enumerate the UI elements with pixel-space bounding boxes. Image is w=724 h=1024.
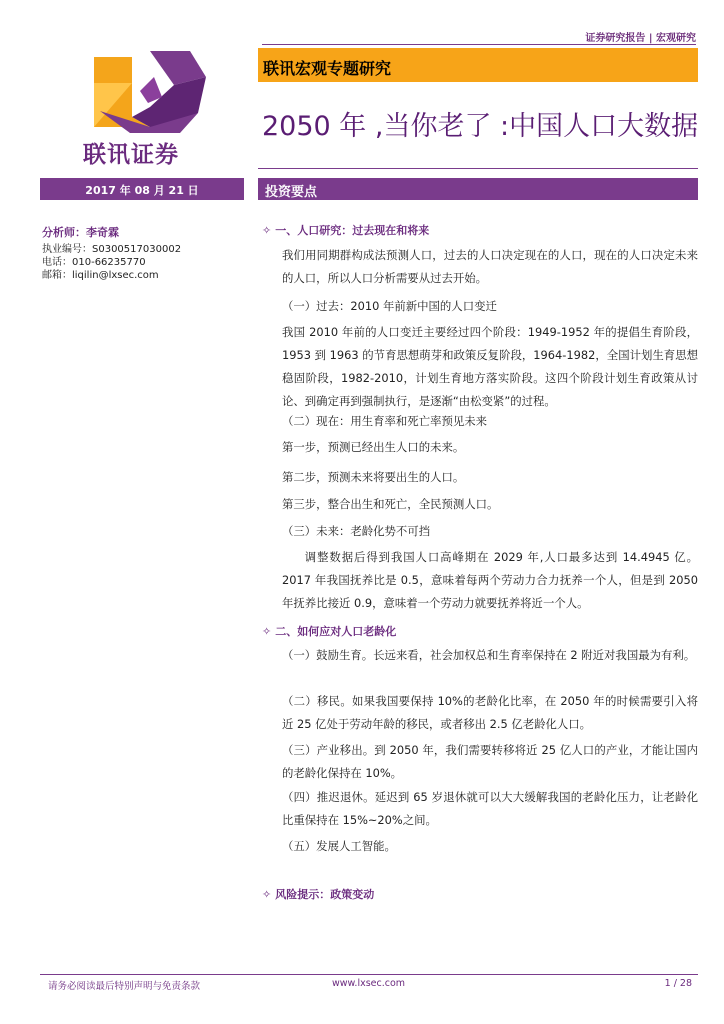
header-divider [262, 44, 696, 45]
paragraph-method: 我们用同期群构成法预测人口，过去的人口决定现在的人口，现在的人口决定未来的人口，所以人口分析需要从过去开始。 [282, 248, 698, 285]
subheading-future: （三）未来：老龄化势不可挡 [282, 524, 431, 538]
measure-retirement: （四）推迟退休。延迟到 65 岁退休就可以大大缓解我国的老龄化压力，让老龄化比重保持在 15%~20%之间。 [282, 790, 698, 827]
paragraph-history: 我国 2010 年前的人口变迁主要经过四个阶段：1949-1952 年的提倡生育阶段，1953 到 1963 的节育思想萌芽和政策反复阶段，1964-1982，全国计划生育思想稳固阶段，1982-2010，计划生育地方落实阶段。这四个阶段计划生育政策从讨论、到确定再到强制执行，是逐渐“由松变紧”的过程。 [282, 325, 698, 408]
analyst-email: 邮箱：liqilin@lxsec.com [42, 270, 159, 281]
title-divider [258, 168, 698, 169]
section-title: 投资要点 [265, 185, 318, 200]
step-three: 第三步，整合出生和死亡，全民预测人口。 [282, 497, 499, 511]
footer-disclaimer: 请务必阅读最后特别声明与免责条款 [48, 981, 201, 992]
footer-website[interactable]: www.lxsec.com [332, 978, 406, 989]
analyst-name: 分析师：李奇霖 [42, 226, 119, 239]
risk-warning: ✧ 风险提示：政策变动 [262, 888, 375, 901]
paragraph-future: 调整数据后得到我国人口高峰期在 2029 年,人口最多达到 14.4945 亿。2017 年我国抚养比是 0.5，意味着每两个劳动力合力抚养一个人，但是到 2050 年抚养比接近 0.9，意味着一个劳动力就要抚养将近一个人。 [282, 550, 698, 610]
diamond-bullet-icon: ✧ [262, 224, 272, 237]
measure-ai: （五）发展人工智能。 [282, 839, 396, 853]
diamond-bullet-icon: ✧ [262, 888, 272, 901]
subheading-present: （二）现在：用生育率和死亡率预见未来 [282, 414, 488, 428]
heading-population-research: ✧ 一、人口研究：过去现在和将来 [262, 224, 430, 237]
page-number: 1 / 28 [664, 978, 692, 989]
subheading-past: （一）过去：2010 年前新中国的人口变迁 [282, 299, 497, 313]
step-two: 第二步，预测未来将要出生的人口。 [282, 470, 465, 484]
report-date: 2017 年 08 月 21 日 [85, 184, 199, 197]
analyst-phone: 电话：010-66235770 [42, 257, 146, 268]
measure-migration: （二）移民。如果我国要保持 10%的老龄化比率，在 2050 年的时候需要引入将近 25 亿处于劳动年龄的移民，或者移出 2.5 亿老龄化人口。 [282, 694, 698, 731]
report-title: 2050 年 ,当你老了 :中国人口大数据 [262, 111, 699, 142]
diamond-bullet-icon: ✧ [262, 625, 272, 638]
measure-industry: （三）产业移出。到 2050 年，我们需要转移将近 25 亿人口的产业，才能让国内的老龄化保持在 10%。 [282, 743, 698, 780]
measure-fertility: （一）鼓励生育。长远来看，社会加权总和生育率保持在 2 附近对我国最为有利。 [282, 648, 696, 662]
report-series: 联讯宏观专题研究 [263, 59, 392, 78]
heading-aging-response: ✧ 二、如何应对人口老龄化 [262, 625, 397, 638]
company-name: 联讯证券 [83, 142, 179, 168]
section-banner [258, 178, 698, 200]
report-category: 证券研究报告 | 宏观研究 [585, 33, 696, 44]
footer-divider [40, 974, 698, 975]
step-one: 第一步，预测已经出生人口的未来。 [282, 440, 465, 454]
analyst-license: 执业编号：S0300517030002 [42, 244, 182, 255]
